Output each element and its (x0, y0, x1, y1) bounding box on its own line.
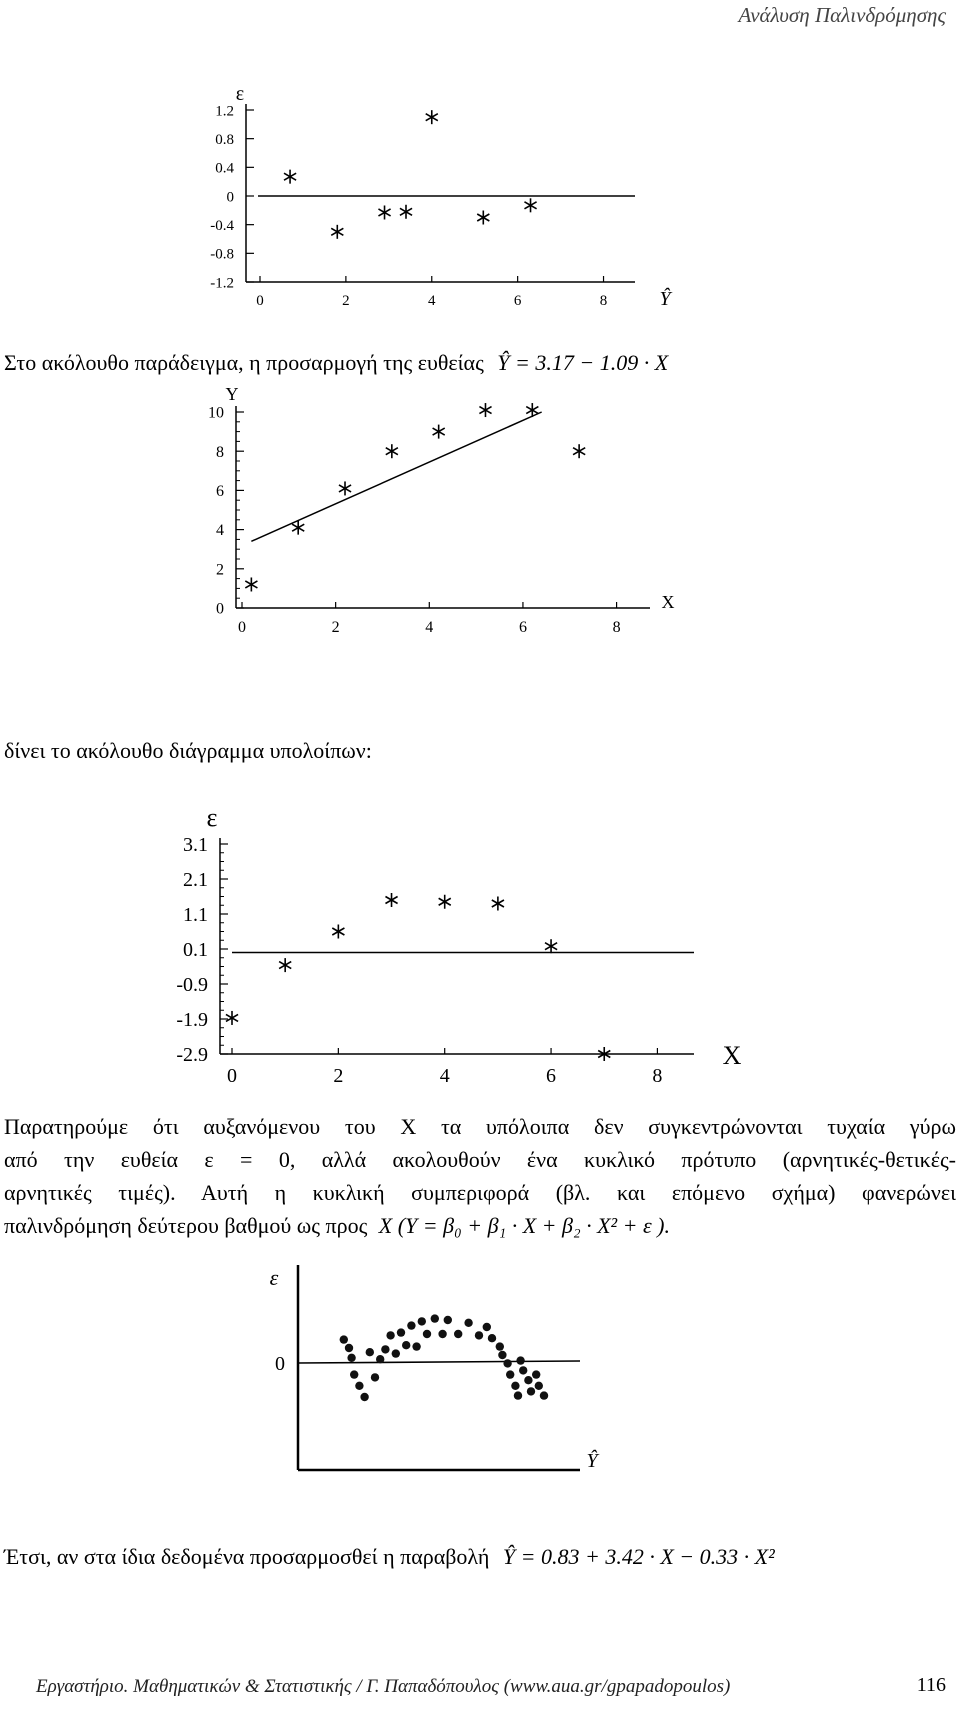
y-tick-label: 0.8 (215, 131, 234, 148)
paragraph-line-5: αρνητικές τιμές). Αυτή η κυκλική συμπεριφορά (βλ. και επόμενο σχήμα) φανερώνει (4, 1180, 956, 1205)
x-tick-label: 8 (599, 293, 608, 309)
data-point (350, 1370, 358, 1378)
x-tick-label: 4 (425, 619, 434, 636)
data-point (407, 1321, 415, 1329)
data-point (573, 444, 585, 458)
y-tick-label: 3.1 (183, 834, 208, 856)
x-tick-label: 2 (342, 293, 350, 309)
line1-equation: Ŷ = 3.17 − 1.09 · X (497, 350, 669, 375)
data-point (479, 403, 491, 417)
y-tick-label: 10 (208, 404, 224, 422)
data-point (488, 1334, 496, 1342)
y-tick-label: -1.9 (176, 1009, 208, 1031)
y-axis-label: ε (269, 1265, 279, 1290)
data-point (376, 1355, 384, 1363)
y-axis-label: ε (235, 83, 245, 105)
data-point (496, 1342, 504, 1350)
data-point (397, 1328, 405, 1336)
paragraph-line-6 (4, 1209, 670, 1242)
y-tick-label: 6 (216, 483, 224, 500)
paragraph-line-7 (4, 1540, 775, 1573)
data-point (511, 1382, 519, 1390)
x-tick-label: 0 (238, 619, 246, 636)
scatter-fit-plot (190, 380, 750, 710)
y-tick-label: 4 (216, 522, 224, 540)
data-point (492, 897, 504, 911)
data-point (438, 1330, 446, 1338)
y-tick-label: 0 (275, 1353, 285, 1375)
data-point (378, 205, 390, 219)
line7-text: Έτσι, αν στα ίδια δεδομένα προσαρμοσθεί η παραβολή (4, 1544, 490, 1569)
x-tick-label: 6 (546, 1065, 557, 1087)
data-point (540, 1391, 548, 1399)
y-axis-label: Y (225, 384, 239, 404)
y-tick-label: 0 (226, 189, 234, 206)
y-tick-label: -0.8 (210, 246, 234, 263)
data-point (331, 225, 343, 239)
residual-plot-1 (180, 80, 720, 340)
y-tick-label: 0.1 (183, 939, 208, 961)
fitted-line (251, 412, 541, 541)
data-point (433, 425, 445, 439)
paragraph-line-1 (4, 346, 668, 379)
running-header: Ανάλυση Παλινδρόμησης (738, 3, 946, 27)
y-tick-label: 0.4 (215, 160, 234, 177)
x-tick-label: 6 (518, 619, 527, 636)
data-point (524, 198, 536, 212)
data-point (340, 1335, 348, 1343)
data-point (498, 1351, 506, 1359)
x-axis-label: X (661, 592, 675, 612)
data-point (402, 1341, 410, 1349)
data-point (477, 211, 489, 225)
footer-text: Εργαστήριο. Μαθηματικών & Στατιστικής / Γ. Παπαδόπουλος (www.aua.gr/gpapadopoulos) (36, 1676, 731, 1697)
data-point (535, 1382, 543, 1390)
data-point (503, 1359, 511, 1367)
data-point (516, 1356, 524, 1364)
data-point (381, 1345, 389, 1353)
data-point (506, 1370, 514, 1378)
data-point (519, 1366, 527, 1374)
y-axis-label: ε (206, 803, 218, 832)
data-point (545, 939, 557, 953)
data-point (226, 1011, 238, 1025)
y-tick-label: 2 (216, 561, 224, 579)
y-tick-label: 8 (216, 443, 224, 461)
x-axis-label: Ŷ (659, 288, 671, 310)
data-point (279, 958, 291, 972)
x-axis-label: X (722, 1041, 742, 1070)
data-point (385, 893, 397, 907)
data-point (514, 1391, 522, 1399)
data-point (366, 1348, 374, 1356)
x-tick-label: 8 (612, 619, 621, 636)
y-tick-label: -0.4 (210, 217, 234, 234)
x-axis-label: Ŷ (586, 1450, 598, 1472)
line6-equation: X (Y = β₀ + β₁ · X + β₂ · X² + ε ). (378, 1213, 670, 1238)
data-point (483, 1323, 491, 1331)
data-point (386, 444, 398, 458)
x-tick-label: 0 (256, 293, 264, 309)
x-tick-label: 4 (439, 1065, 450, 1087)
paragraph-line-4: από την ευθεία ε = 0, αλλά ακολουθούν ένα κυκλικό πρότυπο (αρνητικές-θετικές- (4, 1147, 956, 1172)
data-point (386, 1331, 394, 1339)
data-point (464, 1319, 472, 1327)
data-point (426, 110, 438, 124)
data-point (444, 1316, 452, 1324)
line6-text: παλινδρόμηση δεύτερου βαθμού ως προς (4, 1213, 368, 1238)
x-tick-label: 2 (333, 1065, 344, 1087)
data-point (475, 1331, 483, 1339)
y-tick-label: -2.9 (176, 1044, 208, 1066)
data-point (400, 205, 412, 219)
y-tick-label: 1.2 (215, 103, 234, 120)
zero-line (298, 1361, 580, 1363)
paragraph-line-3: Παρατηρούμε ότι αυξανόμενου του X τα υπόλοιπα δεν συγκεντρώνονται τυχαία γύρω (4, 1114, 956, 1139)
paragraph-line-2: δίνει το ακόλουθο διάγραμμα υπολοίπων: (4, 738, 372, 763)
x-tick-label: 4 (428, 293, 436, 309)
data-point (339, 481, 351, 495)
data-point (418, 1317, 426, 1325)
data-point (360, 1393, 368, 1401)
data-point (439, 895, 451, 909)
line7-equation: Ŷ = 0.83 + 3.42 · X − 0.33 · X² (502, 1544, 775, 1569)
data-point (454, 1330, 462, 1338)
data-point (527, 1387, 535, 1395)
data-point (532, 1370, 540, 1378)
page-number: 116 (916, 1674, 946, 1696)
x-tick-label: 0 (227, 1065, 237, 1087)
x-tick-label: 8 (652, 1065, 663, 1087)
y-tick-label: -1.2 (210, 275, 234, 292)
residual-plot-2 (160, 780, 780, 1100)
y-tick-label: 1.1 (183, 904, 208, 926)
x-tick-label: 2 (331, 619, 340, 636)
y-tick-label: 2.1 (183, 869, 208, 891)
data-point (392, 1349, 400, 1357)
data-point (423, 1330, 431, 1338)
data-point (355, 1382, 363, 1390)
data-point (245, 577, 257, 591)
data-point (524, 1376, 532, 1384)
x-tick-label: 6 (513, 293, 522, 309)
y-tick-label: 0 (216, 600, 224, 618)
curved-residual-figure (269, 1255, 680, 1505)
data-point (431, 1314, 439, 1322)
data-point (371, 1373, 379, 1381)
y-tick-label: -0.9 (176, 974, 208, 996)
data-point (412, 1342, 420, 1350)
data-point (284, 170, 296, 184)
data-point (332, 925, 344, 939)
data-point (345, 1344, 353, 1352)
data-point (347, 1354, 355, 1362)
line1-text: Στο ακόλουθο παράδειγμα, η προσαρμογή της ευθείας (4, 350, 484, 375)
